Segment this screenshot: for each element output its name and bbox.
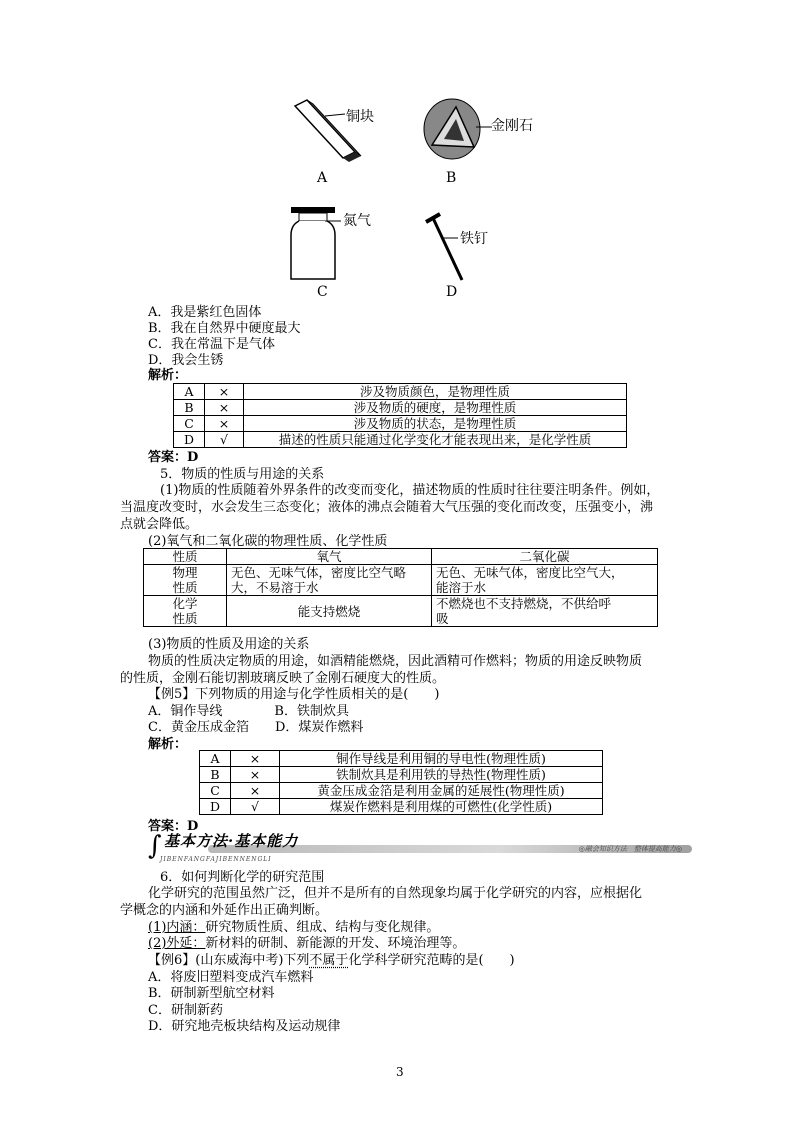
table-cell-text: 性质	[172, 611, 198, 626]
option-c: C．我在常温下是气体	[148, 337, 275, 352]
table-cell-text: 大，不易溶于水	[231, 580, 319, 595]
table-cell: ×	[205, 416, 244, 432]
table-cell: √	[231, 799, 280, 815]
table-cell: ×	[231, 751, 280, 767]
figure-c-letter: C	[317, 284, 328, 300]
table-cell: 涉及物质的状态，是物理性质	[244, 416, 627, 432]
example-6-option-d: D．研究地壳板块结构及运动规律	[148, 1019, 341, 1034]
question-emphasis: 不属于	[309, 953, 349, 968]
table-cell-text: 物理	[172, 565, 198, 580]
table-row	[144, 596, 658, 627]
table-cell	[227, 565, 432, 596]
section-banner	[148, 831, 692, 863]
table-cell: ×	[205, 400, 244, 416]
table-cell: D	[174, 432, 205, 448]
banner-logo-icon: ∫	[148, 831, 162, 861]
example-6-question	[148, 952, 515, 969]
table-cell: A	[174, 384, 205, 400]
point-1-body: 研究物质性质、组成、结构与变化规律。	[205, 920, 440, 935]
banner-title: 基本方法·基本能力	[164, 832, 299, 850]
example-5-options-1: A．铜作导线 B．铁制炊具	[148, 704, 349, 719]
table-cell: B	[174, 400, 205, 416]
table-cell: B	[200, 767, 231, 783]
table-cell: C	[174, 416, 205, 432]
table-cell	[432, 596, 658, 627]
table-cell: 涉及物质的硬度，是物理性质	[244, 400, 627, 416]
table-cell: 煤炭作燃料是利用煤的可燃性(化学性质)	[280, 799, 603, 815]
option-a: A．我是紫红色固体	[148, 305, 262, 320]
banner-slogan: ◎融会知识方法 整体提高能力◎	[578, 845, 682, 853]
table-header: 氧气	[227, 549, 432, 565]
example-6-option-a: A．将废旧塑料变成汽车燃料	[148, 970, 314, 985]
analysis-table-2	[199, 750, 603, 815]
section-6-paragraph: 学概念的内涵和外延作出正确判断。	[120, 903, 329, 918]
table-row	[174, 384, 627, 400]
section-5-paragraph-3: 的性质，金刚石能切割玻璃反映了金刚石硬度大的性质。	[120, 671, 446, 686]
example-6-option-c: C．研制新药	[148, 1003, 223, 1018]
section-5-paragraph: 点就会降低。	[120, 517, 199, 532]
table-row	[200, 783, 603, 799]
table-cell: √	[205, 432, 244, 448]
properties-table	[143, 548, 658, 627]
answer-1: 答案：D	[148, 450, 199, 465]
table-row	[174, 416, 627, 432]
table-row	[174, 432, 627, 448]
table-cell: 铁制炊具是利用铁的导热性(物理性质)	[280, 767, 603, 783]
table-cell: 黄金压成金箔是利用金属的延展性(物理性质)	[280, 783, 603, 799]
example-6-option-b: B．研制新型航空材料	[148, 986, 275, 1001]
section-5-title: 5．物质的性质与用途的关系	[160, 467, 325, 482]
analysis-label-2: 解析：	[148, 737, 188, 752]
banner-subtitle: JIBENFANGFAJIBENNENGLI	[160, 856, 272, 863]
figure-d-caption: 铁钉	[460, 231, 488, 247]
point-2-head: (2)外延：	[148, 936, 206, 951]
table-cell: C	[200, 783, 231, 799]
table-row	[144, 549, 658, 565]
analysis-table-1	[173, 383, 627, 448]
table-row	[200, 799, 603, 815]
example-5-question: 【例5】下列物质的用途与化学性质相关的是( )	[148, 687, 440, 702]
table-cell: ×	[231, 767, 280, 783]
table-cell	[432, 565, 658, 596]
table-cell-text: 无色、无味气体，密度比空气大，	[436, 565, 624, 580]
table-cell-text: 能溶于水	[436, 580, 487, 595]
table-cell: 铜作导线是利用铜的导电性(物理性质)	[280, 751, 603, 767]
answer-2: 答案：D	[148, 819, 199, 834]
figure-a-letter: A	[317, 170, 328, 186]
diamond-figure	[420, 95, 500, 165]
table-cell	[144, 565, 227, 596]
analysis-label: 解析：	[148, 368, 188, 383]
table-header: 二氧化碳	[432, 549, 658, 565]
question-text: 【例6】(山东威海中考)下列	[148, 953, 310, 968]
figure-a-caption: 铜块	[346, 109, 374, 125]
copper-block-figure	[285, 92, 405, 182]
figure-b-letter: B	[446, 170, 457, 186]
table-cell: ×	[231, 783, 280, 799]
table-row	[144, 565, 658, 596]
table-row	[174, 400, 627, 416]
table-row	[200, 767, 603, 783]
section-6-point-1	[148, 919, 439, 936]
table-cell: 能支持燃烧	[227, 596, 432, 627]
table-cell: A	[200, 751, 231, 767]
point-2-body: 新材料的研制、新能源的开发、环境治理等。	[205, 936, 466, 951]
table-cell: 描述的性质只能通过化学变化才能表现出来，是化学性质	[244, 432, 627, 448]
table-cell: 涉及物质颜色，是物理性质	[244, 384, 627, 400]
page-number: 3	[396, 1065, 404, 1079]
option-b: B．我在自然界中硬度最大	[148, 321, 301, 336]
figure-c-caption: 氮气	[343, 213, 371, 229]
table-cell: ×	[205, 384, 244, 400]
table-cell-text: 性质	[172, 580, 198, 595]
table-cell-text: 吸	[436, 611, 449, 626]
section-5-paragraph-3: 物质的性质决定物质的用途，如酒精能燃烧，因此酒精可作燃料；物质的用途反映物质	[148, 654, 643, 669]
table-cell: D	[200, 799, 231, 815]
section-5-subtitle-3: (3)物质的性质及用途的关系	[148, 637, 310, 652]
point-1-head: (1)内涵：	[148, 920, 206, 935]
option-d: D．我会生锈	[148, 353, 224, 368]
table-cell-text: 化学	[172, 596, 198, 611]
table-cell-text: 无色、无味气体，密度比空气略	[231, 565, 407, 580]
section-5-subtitle: (2)氧气和二氧化碳的物理性质、化学性质	[148, 534, 388, 549]
question-text: 化学科学研究范畴的是( )	[348, 953, 515, 968]
figure-d-letter: D	[446, 284, 458, 300]
section-5-paragraph: (1)物质的性质随着外界条件的改变而变化，描述物质的性质时往往要注明条件。例如，	[160, 483, 660, 498]
section-5-paragraph: 当温度改变时，水会发生三态变化；液体的沸点会随着大气压强的变化而改变，压强变小，沸	[120, 500, 654, 515]
example-5-options-2: C．黄金压成金箔 D．煤炭作燃料	[148, 720, 364, 735]
section-6-point-2	[148, 935, 465, 952]
table-row	[200, 751, 603, 767]
table-header: 性质	[144, 549, 227, 565]
section-6-title: 6．如何判断化学的研究范围	[160, 870, 325, 885]
figure-b-caption: 金刚石	[491, 118, 533, 134]
section-6-paragraph: 化学研究的范围虽然广泛，但并不是所有的自然现象均属于化学研究的内容，应根据化	[148, 886, 643, 901]
table-cell	[144, 596, 227, 627]
table-cell-text: 不燃烧也不支持燃烧，不供给呼	[436, 596, 612, 611]
